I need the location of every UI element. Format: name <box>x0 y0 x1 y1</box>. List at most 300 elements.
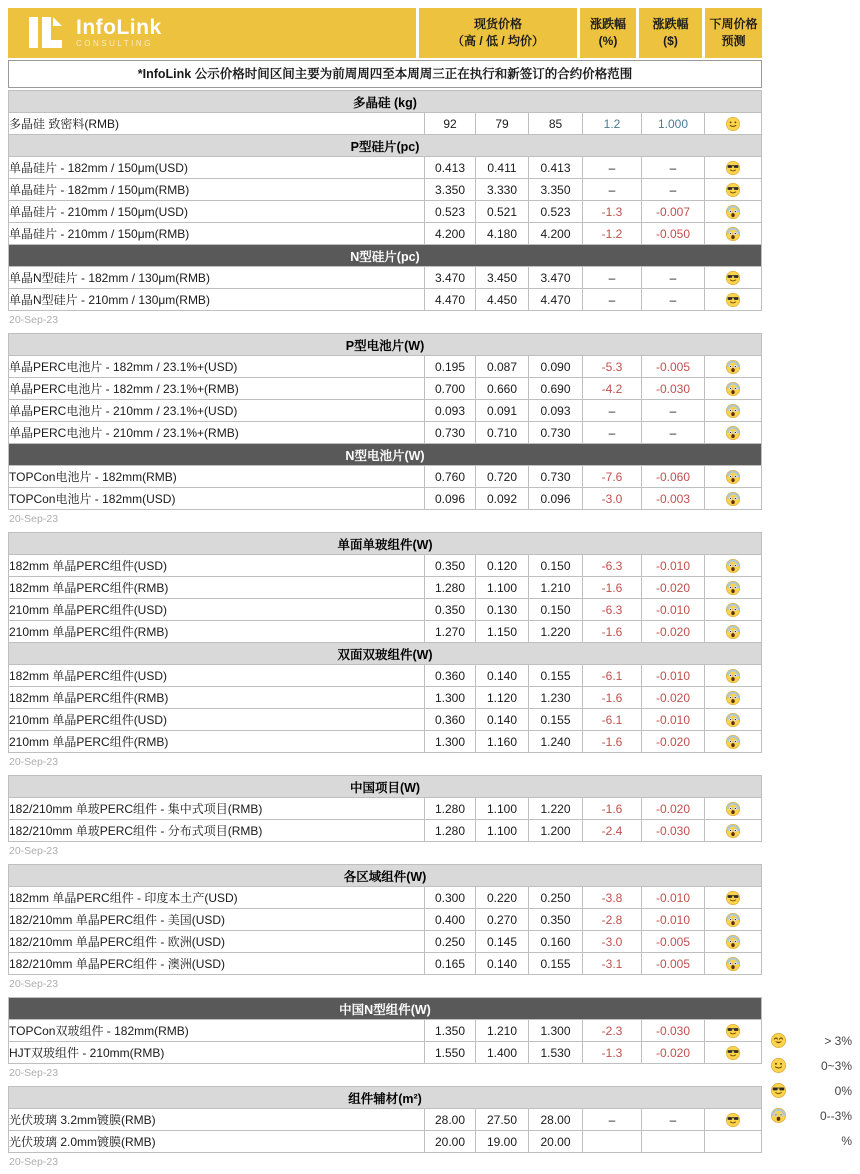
price-low-cell: 3.330 <box>476 179 529 201</box>
change-usd-cell: -0.005 <box>642 953 705 975</box>
scream-emoji-icon <box>705 223 762 245</box>
section-title: 双面双玻组件(W) <box>9 643 762 665</box>
table-row <box>9 731 762 753</box>
price-high-cell: 0.350 <box>425 599 476 621</box>
price-low-cell: 19.00 <box>476 1131 529 1153</box>
price-avg-cell: 0.523 <box>529 201 583 223</box>
scream-emoji-icon <box>705 555 762 577</box>
price-table <box>8 997 762 1064</box>
product-name-cell: TOPCon双玻组件 - 182mm(RMB) <box>9 1020 425 1042</box>
price-table <box>8 333 762 510</box>
product-name-cell: 单晶硅片 - 182mm / 150μm(RMB) <box>9 179 425 201</box>
table-row <box>9 466 762 488</box>
table-row <box>9 1131 762 1153</box>
scream-emoji-icon <box>705 953 762 975</box>
price-low-cell: 0.091 <box>476 400 529 422</box>
price-high-cell: 0.360 <box>425 665 476 687</box>
change-usd-cell: – <box>642 1109 705 1131</box>
table-row <box>9 422 762 444</box>
price-avg-cell: 0.150 <box>529 555 583 577</box>
price-table <box>8 864 762 975</box>
cool-emoji-icon <box>705 267 762 289</box>
date-stamp: 20-Sep-23 <box>9 1156 59 1168</box>
price-high-cell: 0.523 <box>425 201 476 223</box>
change-pct-cell: -1.3 <box>583 1042 642 1064</box>
price-low-cell: 0.087 <box>476 356 529 378</box>
price-low-cell: 0.092 <box>476 488 529 510</box>
price-avg-cell: 0.093 <box>529 400 583 422</box>
product-name-cell: 单晶N型硅片 - 210mm / 130μm(RMB) <box>9 289 425 311</box>
change-usd-cell: 1.000 <box>642 113 705 135</box>
price-avg-cell: 0.096 <box>529 488 583 510</box>
change-pct-cell: -1.6 <box>583 621 642 643</box>
product-name-cell: 单晶PERC电池片 - 210mm / 23.1%+(USD) <box>9 400 425 422</box>
section-header-row <box>9 245 762 267</box>
scream-emoji-icon <box>705 201 762 223</box>
price-low-cell: 79 <box>476 113 529 135</box>
price-table <box>8 775 762 842</box>
table-row <box>9 356 762 378</box>
change-usd-cell: -0.020 <box>642 1042 705 1064</box>
section-title: 组件辅材(m²) <box>9 1087 762 1109</box>
column-header-change-pct <box>580 8 636 58</box>
legend-label: 0% <box>834 1083 852 1098</box>
change-usd-cell: -0.010 <box>642 887 705 909</box>
price-low-cell: 1.400 <box>476 1042 529 1064</box>
product-name-cell: TOPCon电池片 - 182mm(RMB) <box>9 466 425 488</box>
change-usd-cell: -0.030 <box>642 820 705 842</box>
cool-emoji-icon <box>705 1020 762 1042</box>
change-usd-cell: -0.020 <box>642 687 705 709</box>
change-pct-cell: – <box>583 400 642 422</box>
product-name-cell: 单晶硅片 - 210mm / 150μm(RMB) <box>9 223 425 245</box>
price-low-cell: 0.411 <box>476 157 529 179</box>
column-header-chg-line1: 涨跌幅 <box>652 17 689 31</box>
change-pct-cell: -2.3 <box>583 1020 642 1042</box>
scream-emoji-icon <box>705 731 762 753</box>
column-header-pct-line1: 涨跌幅 <box>589 17 626 31</box>
price-high-cell: 1.550 <box>425 1042 476 1064</box>
change-pct-cell: -6.1 <box>583 665 642 687</box>
product-name-cell: 光伏玻璃 3.2mm镀膜(RMB) <box>9 1109 425 1131</box>
table-row <box>9 909 762 931</box>
price-avg-cell: 3.350 <box>529 179 583 201</box>
price-avg-cell: 1.220 <box>529 798 583 820</box>
price-low-cell: 0.145 <box>476 931 529 953</box>
price-low-cell: 1.210 <box>476 1020 529 1042</box>
scream-emoji-icon <box>705 820 762 842</box>
price-low-cell: 1.150 <box>476 621 529 643</box>
section-title: 单面单玻组件(W) <box>9 533 762 555</box>
change-usd-cell: – <box>642 289 705 311</box>
change-pct-cell: – <box>583 157 642 179</box>
price-high-cell: 3.470 <box>425 267 476 289</box>
section-header-row <box>9 533 762 555</box>
price-avg-cell: 1.220 <box>529 621 583 643</box>
change-usd-cell: -0.010 <box>642 555 705 577</box>
table-row <box>9 599 762 621</box>
change-pct-cell: – <box>583 179 642 201</box>
price-high-cell: 0.096 <box>425 488 476 510</box>
price-avg-cell: 1.210 <box>529 577 583 599</box>
price-avg-cell: 1.200 <box>529 820 583 842</box>
cool-emoji-icon <box>770 1082 788 1099</box>
scream-emoji-icon <box>705 378 762 400</box>
product-name-cell: 182/210mm 单玻PERC组件 - 分布式项目(RMB) <box>9 820 425 842</box>
change-pct-cell: – <box>583 1109 642 1131</box>
price-low-cell: 1.100 <box>476 820 529 842</box>
price-avg-cell: 0.155 <box>529 953 583 975</box>
product-name-cell: TOPCon电池片 - 182mm(USD) <box>9 488 425 510</box>
legend-label: > 3% <box>824 1033 852 1048</box>
change-usd-cell: -0.007 <box>642 201 705 223</box>
section-title: 中国项目(W) <box>9 776 762 798</box>
change-usd-cell: – <box>642 157 705 179</box>
forecast-cell-empty <box>705 1131 762 1153</box>
table-row <box>9 665 762 687</box>
section-header-row <box>9 444 762 466</box>
smile-emoji-icon <box>705 113 762 135</box>
section-title: P型硅片(pc) <box>9 135 762 157</box>
price-high-cell: 0.093 <box>425 400 476 422</box>
product-name-cell: 182/210mm 单晶PERC组件 - 澳洲(USD) <box>9 953 425 975</box>
change-usd-cell: -0.050 <box>642 223 705 245</box>
price-low-cell: 1.100 <box>476 798 529 820</box>
scream-emoji-icon <box>705 709 762 731</box>
change-usd-cell: -0.005 <box>642 931 705 953</box>
legend-item <box>770 1103 852 1128</box>
change-usd-cell: -0.010 <box>642 709 705 731</box>
column-header-spot-line2: （高 / 低 / 均价） <box>451 34 544 48</box>
price-low-cell: 0.720 <box>476 466 529 488</box>
price-avg-cell: 1.230 <box>529 687 583 709</box>
change-usd-cell: -0.020 <box>642 577 705 599</box>
scream-emoji-icon <box>705 422 762 444</box>
price-high-cell: 0.730 <box>425 422 476 444</box>
column-header-spot-price <box>419 8 577 58</box>
table-row <box>9 555 762 577</box>
price-table <box>8 532 762 753</box>
price-high-cell: 92 <box>425 113 476 135</box>
price-high-cell: 4.470 <box>425 289 476 311</box>
price-low-cell: 1.160 <box>476 731 529 753</box>
price-low-cell: 1.120 <box>476 687 529 709</box>
scream-emoji-icon <box>770 1107 788 1124</box>
price-high-cell: 1.300 <box>425 687 476 709</box>
section-title: 多晶硅 (kg) <box>9 91 762 113</box>
price-avg-cell: 0.690 <box>529 378 583 400</box>
table-row <box>9 1020 762 1042</box>
product-name-cell: 单晶硅片 - 182mm / 150μm(USD) <box>9 157 425 179</box>
price-table <box>8 1086 762 1153</box>
change-usd-cell: -0.020 <box>642 798 705 820</box>
change-usd-cell: -0.010 <box>642 665 705 687</box>
price-avg-cell: 0.250 <box>529 887 583 909</box>
product-name-cell: 单晶PERC电池片 - 182mm / 23.1%+(RMB) <box>9 378 425 400</box>
change-usd-cell: -0.030 <box>642 1020 705 1042</box>
product-name-cell: 210mm 单晶PERC组件(RMB) <box>9 731 425 753</box>
table-row <box>9 400 762 422</box>
price-low-cell: 3.450 <box>476 267 529 289</box>
section-header-row <box>9 776 762 798</box>
section-header-row <box>9 643 762 665</box>
product-name-cell: 182mm 单晶PERC组件(RMB) <box>9 577 425 599</box>
change-usd-cell: – <box>642 267 705 289</box>
change-usd-cell: -0.005 <box>642 356 705 378</box>
price-avg-cell: 3.470 <box>529 267 583 289</box>
scream-emoji-icon <box>705 665 762 687</box>
table-row <box>9 201 762 223</box>
smile-emoji-icon <box>770 1057 788 1074</box>
column-header-change-usd <box>639 8 702 58</box>
product-name-cell: 210mm 单晶PERC组件(USD) <box>9 709 425 731</box>
change-pct-cell: -7.6 <box>583 466 642 488</box>
price-avg-cell: 0.413 <box>529 157 583 179</box>
table-row <box>9 577 762 599</box>
table-row <box>9 289 762 311</box>
table-row <box>9 687 762 709</box>
change-pct-cell: -6.3 <box>583 555 642 577</box>
price-avg-cell: 0.160 <box>529 931 583 953</box>
product-name-cell: HJT双玻组件 - 210mm(RMB) <box>9 1042 425 1064</box>
change-usd-cell: -0.010 <box>642 909 705 931</box>
column-header-forecast-line1: 下周价格 <box>709 17 758 31</box>
price-avg-cell: 0.090 <box>529 356 583 378</box>
price-avg-cell: 20.00 <box>529 1131 583 1153</box>
product-name-cell: 单晶PERC电池片 - 210mm / 23.1%+(RMB) <box>9 422 425 444</box>
section-title: 各区域组件(W) <box>9 865 762 887</box>
change-usd-cell: – <box>642 422 705 444</box>
price-avg-cell: 1.530 <box>529 1042 583 1064</box>
price-low-cell: 0.710 <box>476 422 529 444</box>
change-usd-cell <box>642 1131 705 1153</box>
price-avg-cell: 1.240 <box>529 731 583 753</box>
table-row <box>9 621 762 643</box>
product-name-cell: 光伏玻璃 2.0mm镀膜(RMB) <box>9 1131 425 1153</box>
price-low-cell: 0.130 <box>476 599 529 621</box>
price-high-cell: 0.250 <box>425 931 476 953</box>
change-usd-cell: -0.060 <box>642 466 705 488</box>
price-high-cell: 4.200 <box>425 223 476 245</box>
change-usd-cell: – <box>642 400 705 422</box>
change-pct-cell: – <box>583 289 642 311</box>
change-pct-cell: -3.1 <box>583 953 642 975</box>
infolink-logo-icon <box>28 15 66 51</box>
scream-emoji-icon <box>705 687 762 709</box>
change-pct-cell: 1.2 <box>583 113 642 135</box>
change-pct-cell: -3.0 <box>583 931 642 953</box>
price-avg-cell: 1.300 <box>529 1020 583 1042</box>
table-row <box>9 488 762 510</box>
price-high-cell: 0.760 <box>425 466 476 488</box>
product-name-cell: 182/210mm 单晶PERC组件 - 欧洲(USD) <box>9 931 425 953</box>
change-pct-cell: -3.8 <box>583 887 642 909</box>
change-pct-cell: – <box>583 267 642 289</box>
table-row <box>9 798 762 820</box>
change-pct-cell: -1.6 <box>583 577 642 599</box>
scream-emoji-icon <box>705 931 762 953</box>
price-high-cell: 1.270 <box>425 621 476 643</box>
scream-emoji-icon <box>705 909 762 931</box>
table-row <box>9 887 762 909</box>
price-low-cell: 0.120 <box>476 555 529 577</box>
scream-emoji-icon <box>705 488 762 510</box>
price-high-cell: 0.413 <box>425 157 476 179</box>
cool-emoji-icon <box>705 289 762 311</box>
table-row <box>9 709 762 731</box>
product-name-cell: 182mm 单晶PERC组件(RMB) <box>9 687 425 709</box>
date-stamp: 20-Sep-23 <box>9 314 59 326</box>
price-low-cell: 4.180 <box>476 223 529 245</box>
price-high-cell: 1.300 <box>425 731 476 753</box>
price-low-cell: 0.140 <box>476 709 529 731</box>
product-name-cell: 210mm 单晶PERC组件(RMB) <box>9 621 425 643</box>
price-avg-cell: 4.470 <box>529 289 583 311</box>
section-header-row <box>9 334 762 356</box>
table-row <box>9 113 762 135</box>
table-row <box>9 179 762 201</box>
price-avg-cell: 85 <box>529 113 583 135</box>
brand-name: InfoLink <box>76 16 162 39</box>
change-pct-cell: -1.6 <box>583 687 642 709</box>
price-low-cell: 0.660 <box>476 378 529 400</box>
cool-emoji-icon <box>705 179 762 201</box>
product-name-cell: 210mm 单晶PERC组件(USD) <box>9 599 425 621</box>
change-pct-cell <box>583 1131 642 1153</box>
price-low-cell: 0.220 <box>476 887 529 909</box>
section-title: N型电池片(W) <box>9 444 762 466</box>
price-avg-cell: 0.155 <box>529 709 583 731</box>
change-pct-cell: -5.3 <box>583 356 642 378</box>
section-header-row <box>9 91 762 113</box>
price-high-cell: 0.350 <box>425 555 476 577</box>
change-usd-cell: – <box>642 179 705 201</box>
change-usd-cell: -0.020 <box>642 621 705 643</box>
section-title: P型电池片(W) <box>9 334 762 356</box>
price-high-cell: 0.195 <box>425 356 476 378</box>
cool-emoji-icon <box>705 887 762 909</box>
price-avg-cell: 0.730 <box>529 422 583 444</box>
price-low-cell: 27.50 <box>476 1109 529 1131</box>
price-low-cell: 0.521 <box>476 201 529 223</box>
price-avg-cell: 0.155 <box>529 665 583 687</box>
product-name-cell: 单晶PERC电池片 - 182mm / 23.1%+(USD) <box>9 356 425 378</box>
date-stamp: 20-Sep-23 <box>9 1067 59 1079</box>
section-header-row <box>9 1087 762 1109</box>
change-pct-cell: -4.2 <box>583 378 642 400</box>
change-pct-cell: -2.4 <box>583 820 642 842</box>
scream-emoji-icon <box>705 798 762 820</box>
legend-item <box>770 1078 852 1103</box>
change-pct-cell: -2.8 <box>583 909 642 931</box>
price-high-cell: 0.700 <box>425 378 476 400</box>
date-stamp: 20-Sep-23 <box>9 756 59 768</box>
price-low-cell: 0.140 <box>476 953 529 975</box>
product-name-cell: 多晶硅 致密料(RMB) <box>9 113 425 135</box>
price-avg-cell: 28.00 <box>529 1109 583 1131</box>
price-avg-cell: 0.150 <box>529 599 583 621</box>
change-pct-cell: -1.3 <box>583 201 642 223</box>
change-usd-cell: -0.030 <box>642 378 705 400</box>
section-header-row <box>9 135 762 157</box>
column-header-pct-line2: (%) <box>598 34 618 48</box>
header-bar <box>8 8 762 58</box>
change-pct-cell: -6.1 <box>583 709 642 731</box>
product-name-cell: 单晶硅片 - 210mm / 150μm(USD) <box>9 201 425 223</box>
date-stamp: 20-Sep-23 <box>9 845 59 857</box>
change-usd-cell: -0.010 <box>642 599 705 621</box>
product-name-cell: 182mm 单晶PERC组件(USD) <box>9 665 425 687</box>
column-header-spot-line1: 现货价格 <box>473 17 522 31</box>
table-row <box>9 1109 762 1131</box>
price-high-cell: 1.280 <box>425 820 476 842</box>
table-row <box>9 1042 762 1064</box>
legend-item <box>770 1053 852 1078</box>
table-row <box>9 953 762 975</box>
change-pct-cell: -1.2 <box>583 223 642 245</box>
column-header-forecast <box>705 8 762 58</box>
price-avg-cell: 0.730 <box>529 466 583 488</box>
price-high-cell: 0.300 <box>425 887 476 909</box>
table-row <box>9 931 762 953</box>
change-pct-cell: -1.6 <box>583 798 642 820</box>
product-name-cell: 182mm 单晶PERC组件 - 印度本土产(USD) <box>9 887 425 909</box>
price-high-cell: 1.350 <box>425 1020 476 1042</box>
column-header-forecast-line2: 预测 <box>721 34 746 48</box>
cool-emoji-icon <box>705 1042 762 1064</box>
product-name-cell: 182/210mm 单晶PERC组件 - 美国(USD) <box>9 909 425 931</box>
product-name-cell: 182mm 单晶PERC组件(USD) <box>9 555 425 577</box>
infolink-logo <box>8 8 416 58</box>
forecast-emoji-legend <box>770 1028 852 1153</box>
cool-emoji-icon <box>705 1109 762 1131</box>
section-title: N型硅片(pc) <box>9 245 762 267</box>
product-name-cell: 182/210mm 单玻PERC组件 - 集中式项目(RMB) <box>9 798 425 820</box>
legend-label: 0--3% <box>819 1108 852 1123</box>
scream-emoji-icon <box>705 400 762 422</box>
table-row <box>9 157 762 179</box>
cool-emoji-icon <box>705 157 762 179</box>
price-low-cell: 1.100 <box>476 577 529 599</box>
price-tables-container <box>8 90 762 1174</box>
column-header-chg-line2: ($) <box>663 34 678 48</box>
product-name-cell: 单晶N型硅片 - 182mm / 130μm(RMB) <box>9 267 425 289</box>
date-stamp: 20-Sep-23 <box>9 978 59 990</box>
date-stamp: 20-Sep-23 <box>9 513 59 525</box>
brand-subtitle: CONSULTING <box>76 39 153 48</box>
laugh-emoji-icon <box>770 1032 788 1049</box>
logo-text <box>76 17 162 49</box>
section-header-row <box>9 998 762 1020</box>
table-row <box>9 820 762 842</box>
price-high-cell: 0.165 <box>425 953 476 975</box>
legend-item <box>770 1128 852 1153</box>
table-row <box>9 267 762 289</box>
price-high-cell: 28.00 <box>425 1109 476 1131</box>
price-high-cell: 1.280 <box>425 798 476 820</box>
section-title: 中国N型组件(W) <box>9 998 762 1020</box>
price-high-cell: 1.280 <box>425 577 476 599</box>
legend-label: % <box>841 1133 852 1148</box>
legend-label: 0~3% <box>820 1058 852 1073</box>
scream-emoji-icon <box>705 599 762 621</box>
table-row <box>9 223 762 245</box>
price-low-cell: 4.450 <box>476 289 529 311</box>
section-header-row <box>9 865 762 887</box>
scream-emoji-icon <box>705 577 762 599</box>
price-avg-cell: 4.200 <box>529 223 583 245</box>
table-row <box>9 378 762 400</box>
